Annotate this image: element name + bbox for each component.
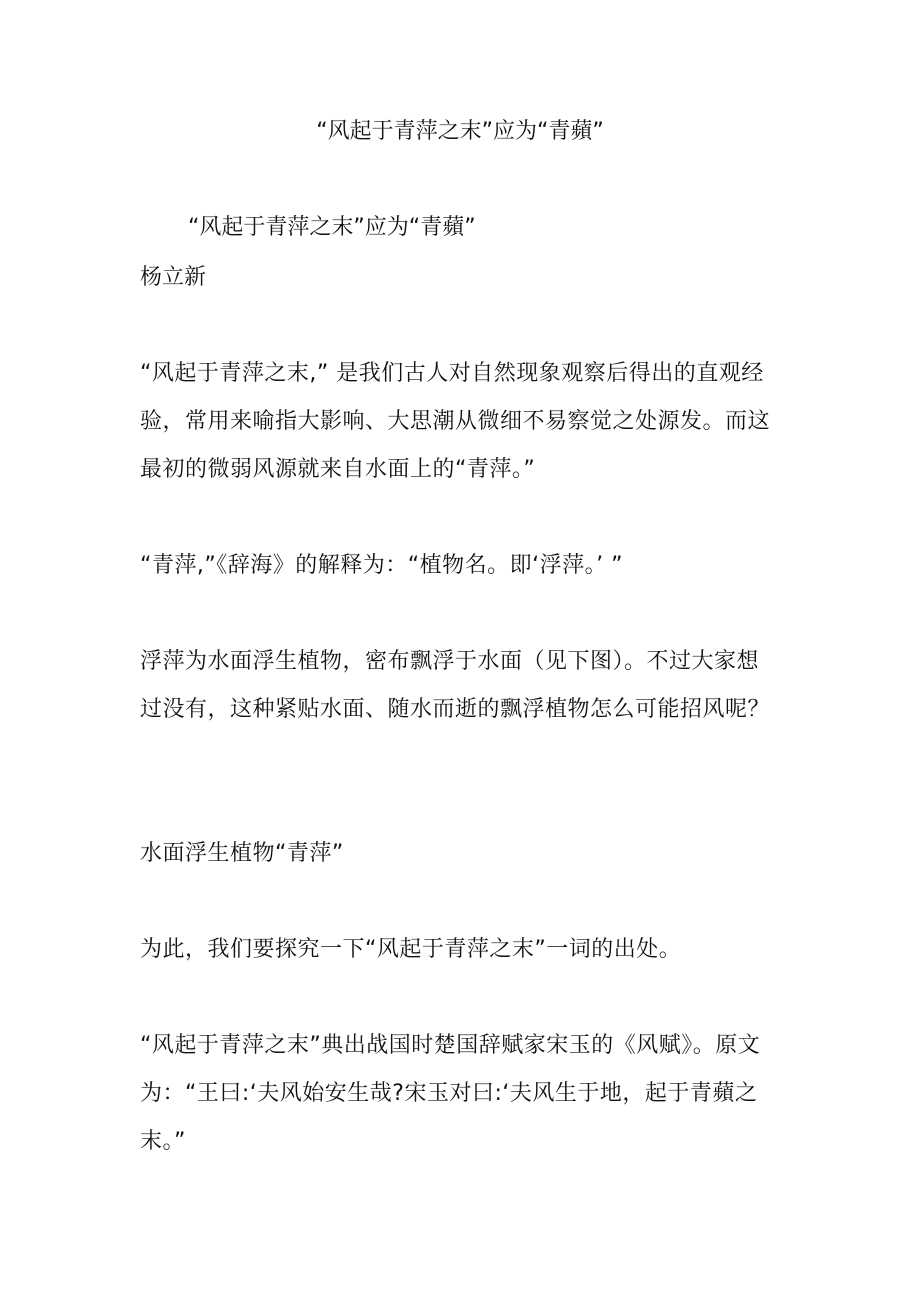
paragraph-duckweed-question: 浮萍为水面浮生植物，密布飘浮于水面（见下图）。不过大家想过没有，这种紧贴水面、随水而逝的飘浮植物怎么可能招风呢？ (140, 649, 771, 722)
image-caption: 水面浮生植物“青萍” (140, 841, 344, 866)
paragraph-feng-fu-source: “风起于青萍之末”典出战国时楚国辞赋家宋玉的《风赋》。原文为：“王曰:‘夫风始安生哉?宋玉对曰:‘夫风生于地，起于青蘋之末。” (140, 1033, 761, 1154)
article-subtitle: “风起于青萍之末”应为“青蘋” (188, 215, 476, 240)
paragraph-origin-intro: 为此，我们要探究一下“风起于青萍之末”一词的出处。 (140, 937, 682, 962)
paragraph-intro: “风起于青萍之末,” 是我们古人对自然现象观察后得出的直观经验，常用来喻指大影响、大思潮从微细不易察觉之处源发。而这最初的微弱风源就来自水面上的“青萍。” (140, 361, 771, 482)
author-name: 杨立新 (140, 265, 207, 290)
document-title: “风起于青萍之末”应为“青蘋” (316, 119, 604, 144)
paragraph-cihai-definition: “青萍,”《辞海》的解释为：“植物名。即‘浮萍。’ ” (140, 553, 624, 578)
